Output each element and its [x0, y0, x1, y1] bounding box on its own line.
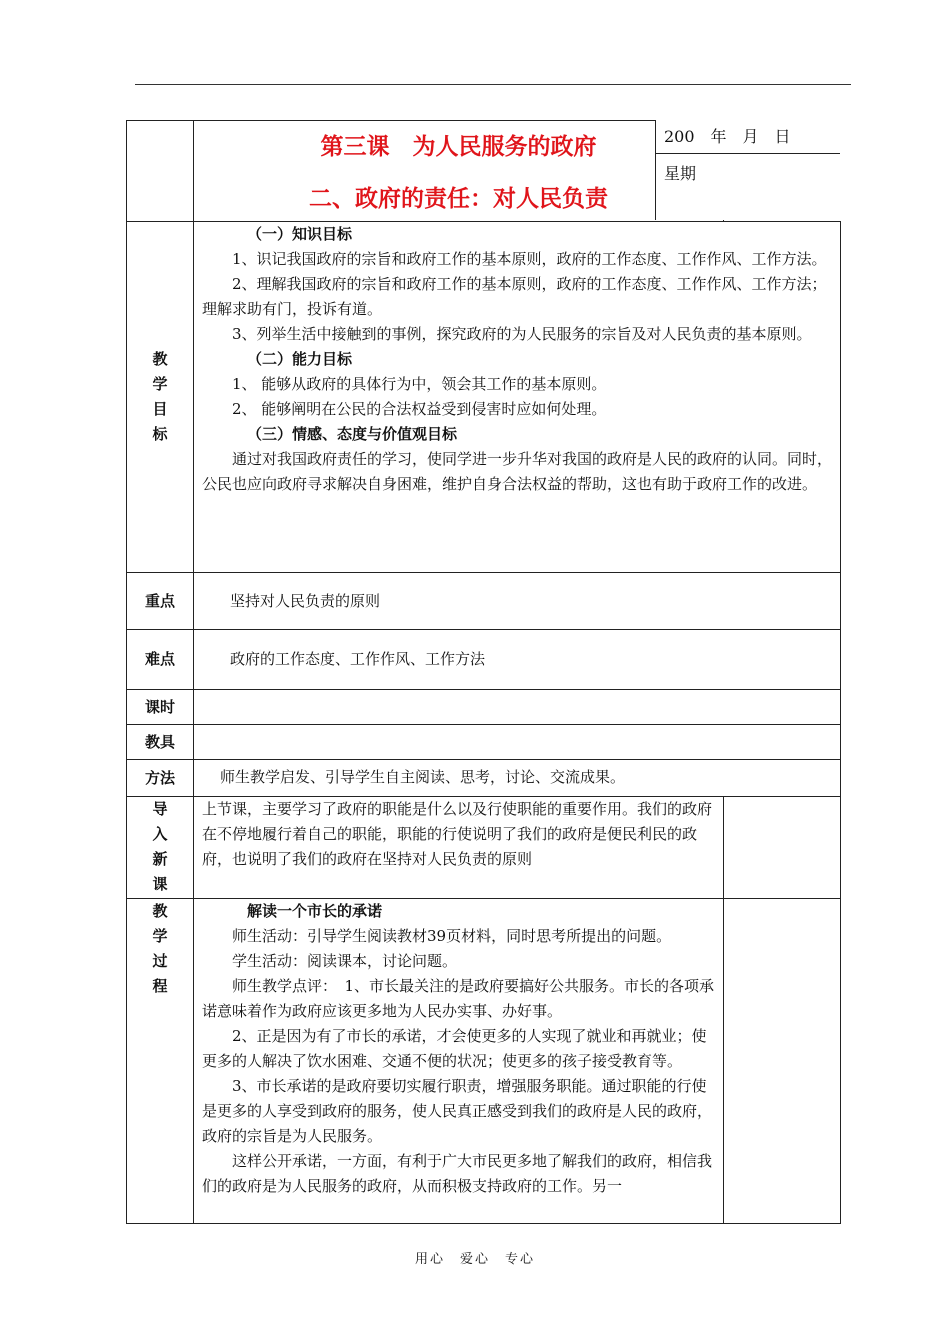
process-label: 教 学 过 程 [127, 899, 194, 1224]
emotion-text: 通过对我国政府责任的学习，使同学进一步升华对我国的政府是人民的政府的认同。同时，公民也应向政府寻求解决自身困难，维护自身合法权益的帮助，这也有助于政府工作的改进。 [202, 450, 833, 493]
title-cell [194, 121, 724, 222]
tools-row [127, 725, 841, 760]
knowledge-title: （一）知识目标 [247, 225, 353, 243]
difficulty-text: 政府的工作态度、工作作风、工作方法 [194, 630, 841, 690]
intro-text: 上节课，主要学习了政府的职能是什么以及行使职能的重要作用。我们的政府在不停地履行着自己的职能，职能的行使说明了我们的政府是便民利民的政府，也说明了我们的政府在坚持对人民负责的原则 [194, 797, 724, 899]
page-footer: 用心 爱心 专心 [414, 1252, 535, 1267]
process-row [127, 899, 841, 1224]
key-point-label: 重点 [127, 573, 194, 630]
process-heading: 解读一个市长的承诺 [247, 902, 383, 920]
tools-text [194, 725, 841, 760]
intro-row [127, 797, 841, 899]
lesson-title: 第三课 为人民服务的政府 [320, 133, 597, 160]
weekday-field: 星期 [664, 164, 697, 183]
process-line: 3、市长承诺的是政府要切实履行职责，增强服务职能。通过职能的行使是更多的人享受到政府的服务，使人民真正感受到我们的政府是人民的政府，政府的宗旨是为人民服务。 [202, 1077, 713, 1145]
key-point-row [127, 573, 841, 630]
knowledge-item: 2、理解我国政府的宗旨和政府工作的基本原则，政府的工作态度、工作作风、工作方法；理解求助有门，投诉有道。 [202, 275, 827, 318]
method-text: 师生教学启发、引导学生自主阅读、思考，讨论、交流成果。 [194, 760, 841, 797]
method-label: 方法 [127, 760, 194, 797]
knowledge-item: 1、识记我国政府的宗旨和政府工作的基本原则，政府的工作态度、工作作风、工作方法。 [232, 250, 827, 268]
date-block [655, 120, 840, 220]
ability-item: 2、 能够阐明在公民的合法权益受到侵害时应如何处理。 [232, 400, 607, 418]
emotion-title: （三）情感、态度与价值观目标 [247, 425, 458, 443]
tools-label: 教具 [127, 725, 194, 760]
process-line: 这样公开承诺，一方面，有利于广大市民更多地了解我们的政府，相信我们的政府是为人民服务的政府，从而积极支持政府的工作。另一 [202, 1152, 713, 1195]
process-line: 2、正是因为有了市长的承诺，才会使更多的人实现了就业和再就业；使更多的人解决了饮水困难、交通不便的状况；使更多的孩子接受教育等。 [202, 1027, 707, 1070]
process-line: 学生活动：阅读课本，讨论问题。 [232, 952, 458, 970]
header-rule [135, 84, 851, 85]
objectives-row [127, 222, 841, 573]
ability-title: （二）能力目标 [247, 350, 353, 368]
objectives-content [194, 222, 841, 573]
date-field: 200 年 月 日 [656, 120, 840, 154]
difficulty-label: 难点 [127, 630, 194, 690]
hours-label: 课时 [127, 690, 194, 725]
hours-text [194, 690, 841, 725]
process-line: 师生活动：引导学生阅读教材39页材料，同时思考所提出的问题。 [232, 927, 672, 945]
intro-notes-cell [724, 797, 841, 899]
knowledge-item: 3、列举生活中接触到的事例，探究政府的为人民服务的宗旨及对人民负责的基本原则。 [232, 325, 812, 343]
intro-label: 导 入 新 课 [127, 797, 194, 899]
method-row [127, 760, 841, 797]
key-point-text: 坚持对人民负责的原则 [194, 573, 841, 630]
process-line: 师生教学点评： 1、市长最关注的是政府要搞好公共服务。市长的各项承诺意味着作为政府应该更多地为人民办实事、办好事。 [202, 977, 715, 1020]
hours-row [127, 690, 841, 725]
header-blank-cell [127, 121, 194, 222]
objectives-label: 教 学 目 标 [127, 222, 194, 573]
ability-item: 1、 能够从政府的具体行为中，领会其工作的基本原则。 [232, 375, 607, 393]
process-content [194, 899, 724, 1224]
lesson-plan-table [126, 120, 841, 1224]
process-notes-cell [724, 899, 841, 1224]
difficulty-row [127, 630, 841, 690]
lesson-subtitle: 二、政府的责任：对人民负责 [309, 185, 608, 212]
